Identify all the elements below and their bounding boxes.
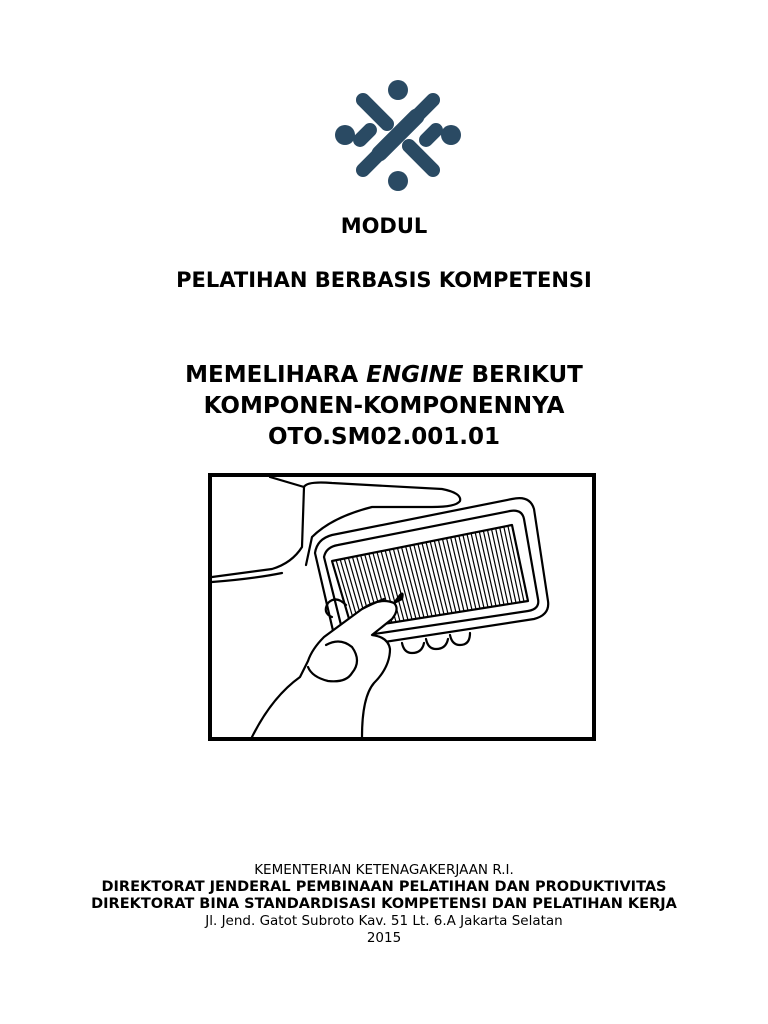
module-title [0, 360, 768, 453]
publication-year: 2015 [366, 930, 402, 946]
module-code: OTO.SM02.001.01 [268, 424, 500, 450]
module-title-prefix: MEMELIHARA [185, 362, 359, 388]
publisher-block [0, 862, 768, 947]
module-title-italic: ENGINE [366, 362, 464, 388]
ministry-name: KEMENTERIAN KETENAGAKERJAAN R.I. [254, 862, 514, 878]
directorate-general-name: DIREKTORAT JENDERAL PEMBINAAN PELATIHAN DAN PRODUKTIVITAS [101, 879, 667, 895]
program-subtitle: PELATIHAN BERBASIS KOMPETENSI [176, 268, 592, 292]
modul-heading: MODUL [340, 214, 428, 238]
module-title-suffix: BERIKUT [471, 362, 583, 388]
publisher-address: Jl. Jend. Gatot Subroto Kav. 51 Lt. 6.A Jakarta Selatan [205, 913, 563, 929]
module-title-line2: KOMPONEN-KOMPONENNYA [203, 393, 565, 419]
air-filter-illustration [208, 473, 596, 741]
directorate-name: DIREKTORAT BINA STANDARDISASI KOMPETENSI DAN PELATIHAN KERJA [91, 896, 677, 912]
module-title-line1 [185, 362, 583, 388]
air-filter-inspection-icon [212, 477, 592, 737]
ministry-logo-icon [333, 78, 463, 193]
